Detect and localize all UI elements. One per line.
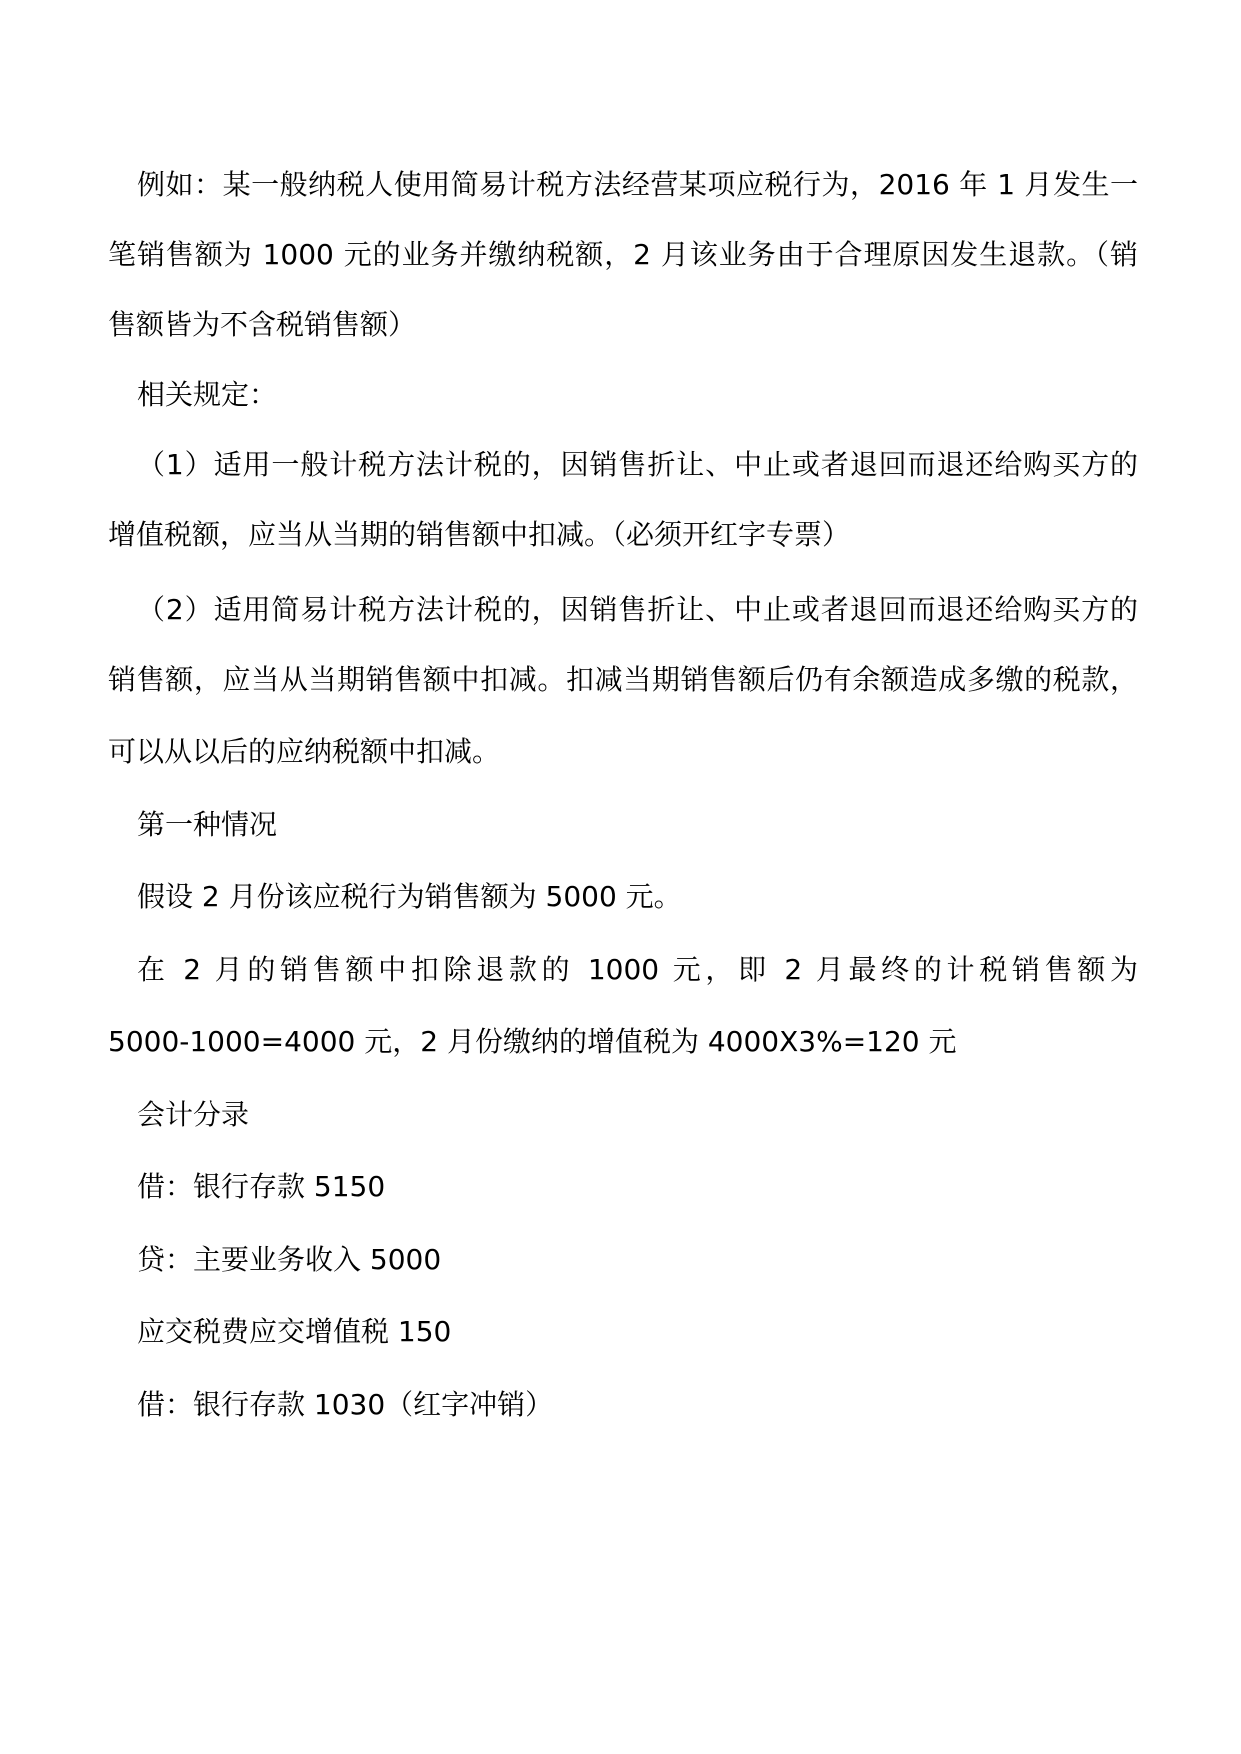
paragraph-line: 相关规定：	[137, 378, 278, 411]
paragraph-line: 销售额，应当从当期销售额中扣减。扣减当期销售额后仍有余额造成多缴的税款，	[108, 663, 1138, 696]
journal-entry: 借：银行存款 1030（红字冲销）	[137, 1388, 554, 1421]
journal-entry: 借：银行存款 5150	[137, 1170, 386, 1203]
journal-entry: 贷：主要业务收入 5000	[137, 1243, 442, 1276]
paragraph-line: 例如：某一般纳税人使用简易计税方法经营某项应税行为，2016 年 1 月发生一	[137, 168, 1138, 201]
section-heading: 第一种情况	[137, 808, 278, 841]
section-heading: 会计分录	[137, 1098, 250, 1131]
paragraph-line: 5000-1000=4000 元，2 月份缴纳的增值税为 4000X3%=120 元	[108, 1025, 957, 1058]
paragraph-line: 可以从以后的应纳税额中扣减。	[108, 735, 501, 768]
journal-entry: 应交税费应交增值税 150	[137, 1315, 452, 1348]
paragraph-line: 售额皆为不含税销售额）	[108, 308, 417, 341]
paragraph-line: 假设 2 月份该应税行为销售额为 5000 元。	[137, 880, 682, 913]
paragraph-line: （2）适用简易计税方法计税的，因销售折让、中止或者退回而退还给购买方的	[137, 593, 1138, 626]
paragraph-line: 笔销售额为 1000 元的业务并缴纳税额，2 月该业务由于合理原因发生退款。（销	[108, 238, 1138, 271]
paragraph-line: （1）适用一般计税方法计税的，因销售折让、中止或者退回而退还给购买方的	[137, 448, 1138, 481]
paragraph-line: 在 2 月的销售额中扣除退款的 1000 元，即 2 月最终的计税销售额为	[137, 953, 1138, 986]
paragraph-line: 增值税额，应当从当期的销售额中扣减。（必须开红字专票）	[108, 518, 851, 551]
